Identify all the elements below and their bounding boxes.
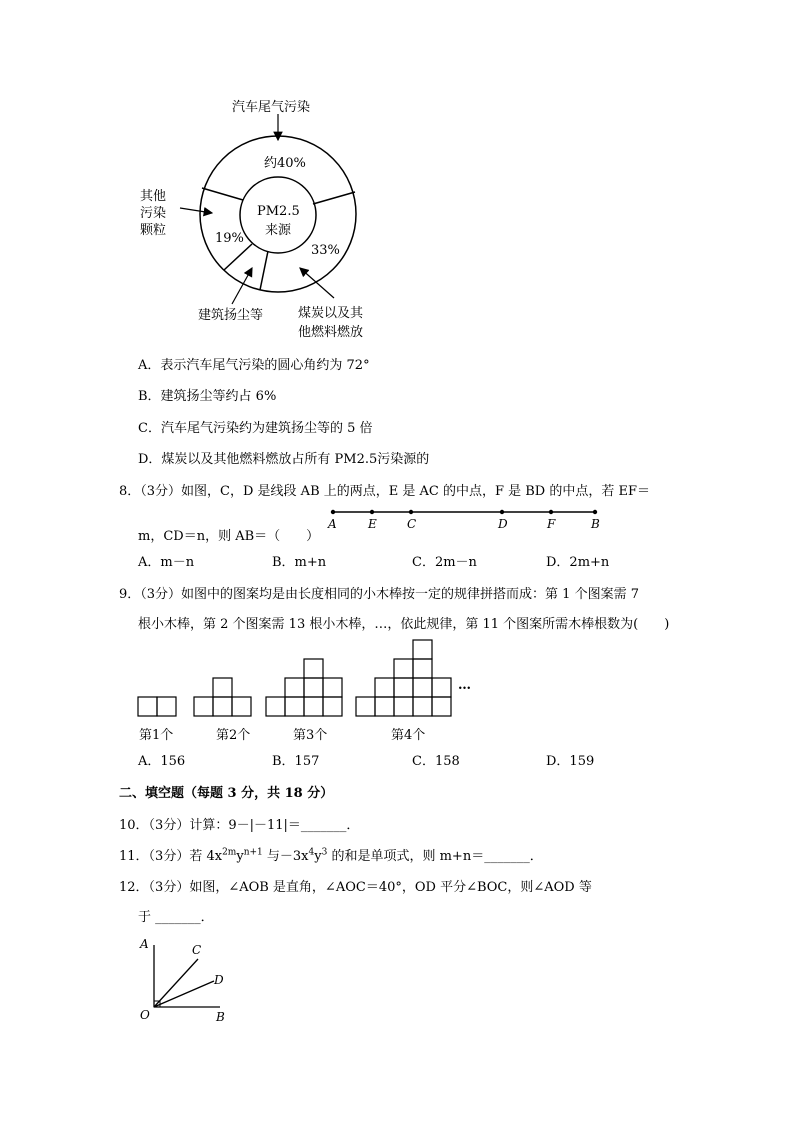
label-e: E [368,517,377,531]
divider-bottom-left [224,244,252,270]
divider-left [202,188,243,200]
q9-fig-label-2: 第2个 [216,728,251,743]
q11-part-c: 与－3x [262,849,309,864]
q9-fig-label-4: 第4个 [391,728,426,743]
q8-segment-figure [325,506,605,534]
pie-pct-other: 19% [215,231,244,246]
q9-option-b: B．157 [272,754,320,769]
q9-stem-line1: 9．（3分）如图中的图案均是由长度相同的小木棒按一定的规律拼搭而成：第 1 个图案需 7 [119,587,639,602]
q9-ellipsis: … [458,678,471,693]
pie-center-line2: 来源 [265,223,292,238]
q9-fig-label-3: 第3个 [293,728,328,743]
figure-1 [138,697,176,716]
figure-2 [194,678,251,716]
point-c [409,510,413,514]
q11-sup-1: 2m [222,847,237,858]
q12-stem-line2: 于 _______． [138,910,214,925]
pie-coal-label-1: 煤炭以及其 [298,306,364,321]
q9-option-a: A．156 [138,754,186,769]
label-a: A [328,517,337,531]
pie-label-car: 汽车尾气污染 [232,100,311,115]
divider-right [313,192,355,204]
pie-dust-label: 建筑扬尘等 [198,308,264,323]
figure-3 [266,659,342,716]
point-f [549,510,553,514]
label-a: A [140,937,149,951]
point-b [593,510,597,514]
pie-other-label-2: 污染 [140,206,167,221]
q9-fig-label-1: 第1个 [139,728,174,743]
label-b: B [591,517,600,531]
q7-option-b: B．建筑扬尘等约占 6% [138,389,277,404]
q11-part-b: y [236,849,244,864]
q11-part-a: 11．（3分）若 4x [119,849,223,864]
divider-bottom-right [260,251,268,290]
label-o: O [140,1008,150,1022]
point-e [370,510,374,514]
q12-stem-line1: 12．（3分）如图，∠AOB 是直角，∠AOC＝40°，OD 平分∠BOC，则∠AOD 等 [119,880,592,895]
q11-stem [119,845,543,864]
q9-option-d: D．159 [546,754,595,769]
q8-stem-line2: m，CD＝n，则 AB＝（ ） [138,529,320,544]
label-d: D [214,973,224,987]
q11-sup-3: 4 [308,847,315,858]
q9-stick-figures [136,637,476,719]
pie-coal-label-2: 他燃料燃放 [298,325,364,340]
q8-stem-line1: 8．（3分）如图，C，D 是线段 AB 上的两点，E 是 AC 的中点，F 是 BD 的中点，若 EF＝ [119,484,651,499]
figure-4 [356,640,451,716]
q7-option-d: D．煤炭以及其他燃料燃放占所有 PM2.5污染源的 [138,452,430,467]
pie-center-line1: PM2.5 [257,204,300,219]
q11-part-d: y [314,849,322,864]
q8-option-d: D．2m+n [546,555,610,570]
arrow-other [180,208,212,213]
q12-angle-figure [134,933,244,1025]
q11-sup-4: 3 [321,847,328,858]
label-b: B [216,1010,225,1024]
label-f: F [547,517,556,531]
ray-od [154,981,214,1007]
label-c: C [407,517,417,531]
label-c: C [192,943,202,957]
q10-stem: 10．（3分）计算：9－|－11|＝_______． [119,818,360,833]
pie-pct-car: 约40% [264,156,306,171]
section-2-heading: 二、填空题（每题 3 分，共 18 分） [119,786,334,801]
point-a [331,510,335,514]
pie-other-label-3: 颗粒 [140,223,167,238]
q9-stem-line2: 根小木棒，第 2 个图案需 13 根小木棒，…，依此规律，第 11 个图案所需木棒根数为( ) [138,617,670,632]
q9-option-c: C．158 [412,754,460,769]
q11-part-e: 的和是单项式，则 m+n＝_______． [327,849,543,864]
q8-option-b: B．m+n [272,555,327,570]
point-d [500,510,504,514]
label-d: D [498,517,508,531]
pie-other-label-1: 其他 [140,189,167,204]
q7-option-a: A．表示汽车尾气污染的圆心角约为 72° [138,358,370,373]
pie-pct-coal: 33% [311,243,340,258]
ray-oc [154,959,198,1007]
q11-sup-2: n+1 [243,847,263,858]
q8-option-a: A．m－n [138,555,195,570]
q7-option-c: C．汽车尾气污染约为建筑扬尘等的 5 倍 [138,421,373,436]
q8-option-c: C．2m－n [412,555,477,570]
